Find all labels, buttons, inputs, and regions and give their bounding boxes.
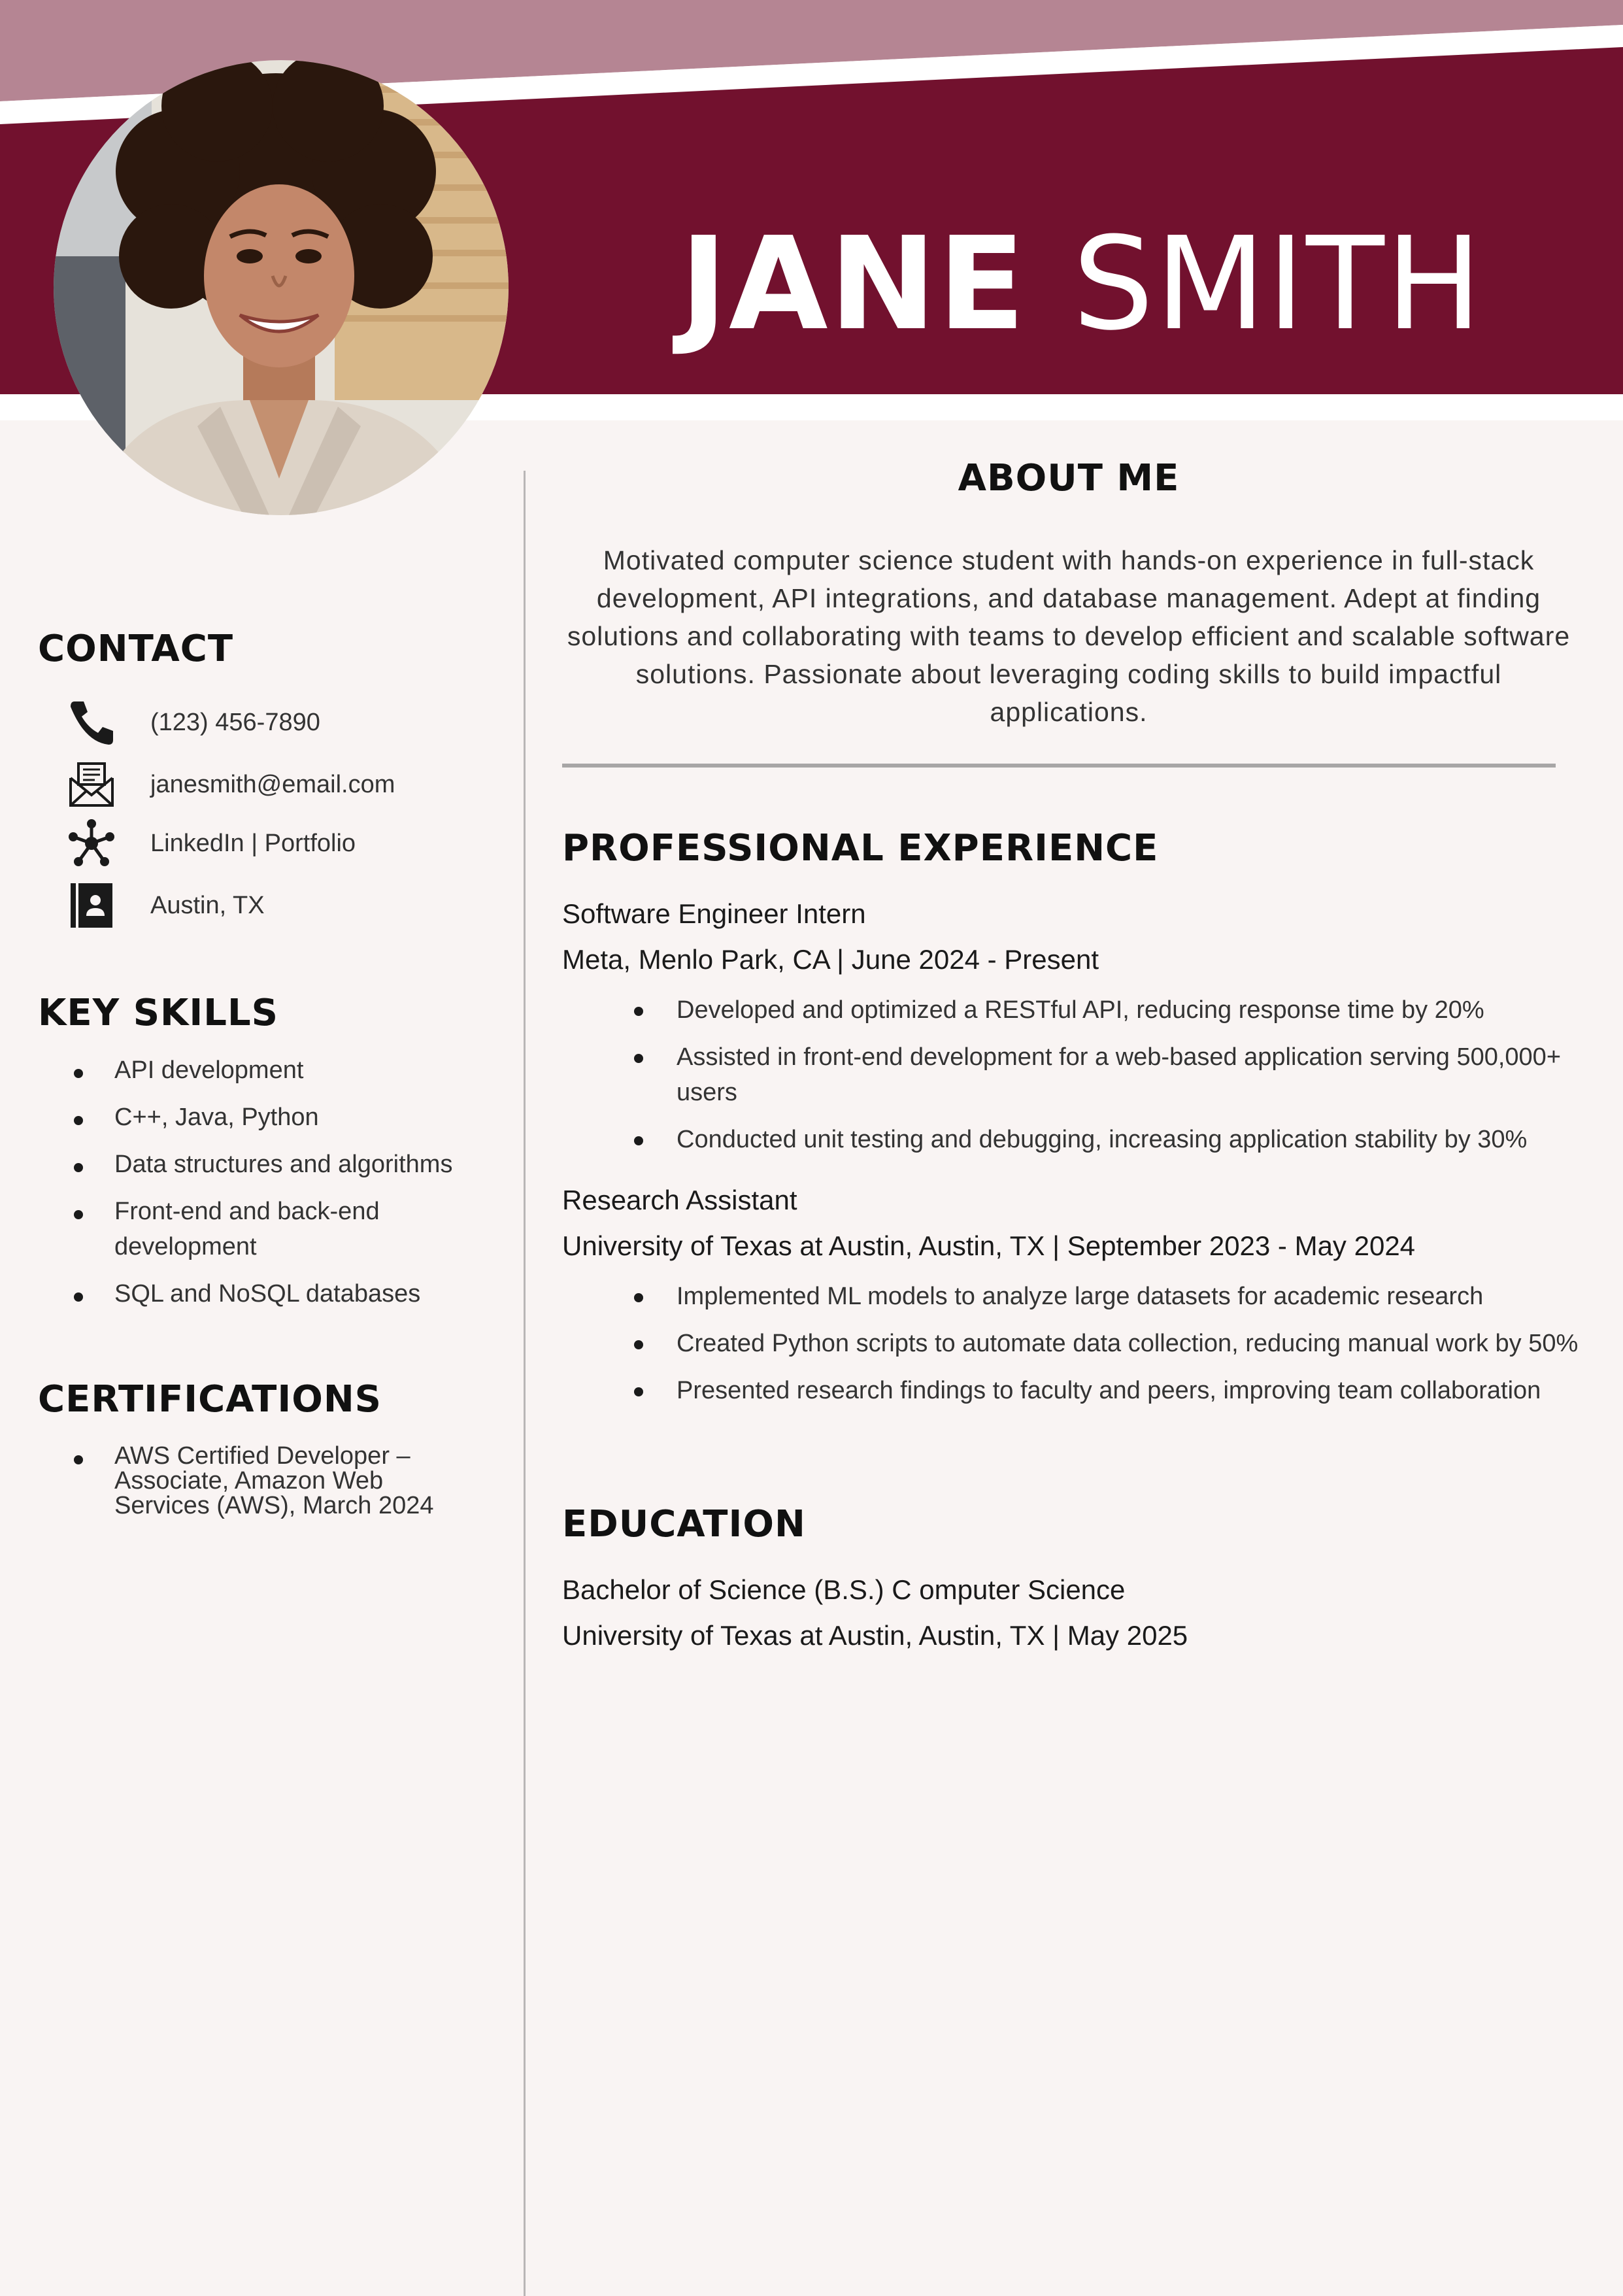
about-text: Motivated computer science student with hands-on experience in full-stack development, API integrations, and database management. Adept at finding solutions and collaborating with teams to develop efficient and scalable software solutions. Passionate about leveraging coding skills to build impactful applications. (567, 545, 1571, 727)
job-title: Research Assistant (562, 1185, 797, 1215)
list-item: Developed and optimized a RESTful API, reducing response time by 20% (0, 992, 1585, 1028)
list-item: SQL and NoSQL databases (0, 1276, 480, 1311)
email-text: janesmith@email.com (150, 771, 395, 798)
contact-links (65, 817, 523, 869)
contact-email (65, 758, 523, 811)
links-text: LinkedIn | Portfolio (150, 830, 356, 857)
phone-text: (123) 456-7890 (150, 709, 320, 736)
list-item: Conducted unit testing and debugging, increasing application stability by 30% (0, 1122, 1585, 1157)
certifications-list (0, 1443, 497, 1518)
candidate-name (680, 209, 1484, 360)
section-divider (562, 764, 1556, 768)
list-item: Created Python scripts to automate data collection, reducing manual work by 50% (0, 1326, 1585, 1361)
first-name: JANE (680, 210, 1027, 359)
education-heading: EDUCATION (562, 1503, 806, 1545)
certifications-heading: CERTIFICATIONS (38, 1378, 382, 1421)
job-company: University of Texas at Austin, Austin, TX | September 2023 - May 2024 (562, 1230, 1416, 1261)
degree: Bachelor of Science (B.S.) C omputer Science (562, 1574, 1126, 1605)
contact-phone (65, 696, 523, 749)
contact-card-icon (65, 879, 118, 932)
profile-photo (54, 60, 509, 515)
list-item: Implemented ML models to analyze large datasets for academic research (0, 1279, 1585, 1314)
phone-icon (65, 696, 118, 749)
list-item: Data structures and algorithms (0, 1147, 480, 1182)
list-item: C++, Java, Python (0, 1100, 480, 1135)
job-company: Meta, Menlo Park, CA | June 2024 - Present (562, 944, 1099, 975)
location-text: Austin, TX (150, 892, 265, 919)
network-icon (65, 817, 118, 869)
skills-heading: KEY SKILLS (38, 992, 278, 1034)
contact-location (65, 879, 523, 932)
list-item: Front-end and back-end development (0, 1194, 480, 1264)
experience-heading: PROFESSIONAL EXPERIENCE (562, 827, 1159, 869)
last-name: SMITH (1072, 210, 1484, 359)
list-item: AWS Certified Developer – Associate, Amazon Web Services (AWS), March 2024 (0, 1443, 454, 1518)
job-duties-list (0, 1279, 1623, 1420)
list-item: API development (0, 1053, 480, 1088)
job-duties-list (0, 992, 1623, 1169)
school: University of Texas at Austin, Austin, TX | May 2025 (562, 1620, 1188, 1651)
list-item: Presented research findings to faculty and peers, improving team collaboration (0, 1373, 1585, 1408)
about-heading: ABOUT ME (958, 457, 1180, 499)
contact-heading: CONTACT (38, 628, 234, 670)
job-title: Software Engineer Intern (562, 898, 866, 929)
list-item: Assisted in front-end development for a web-based application serving 500,000+ users (0, 1039, 1585, 1110)
mail-icon (65, 758, 118, 811)
